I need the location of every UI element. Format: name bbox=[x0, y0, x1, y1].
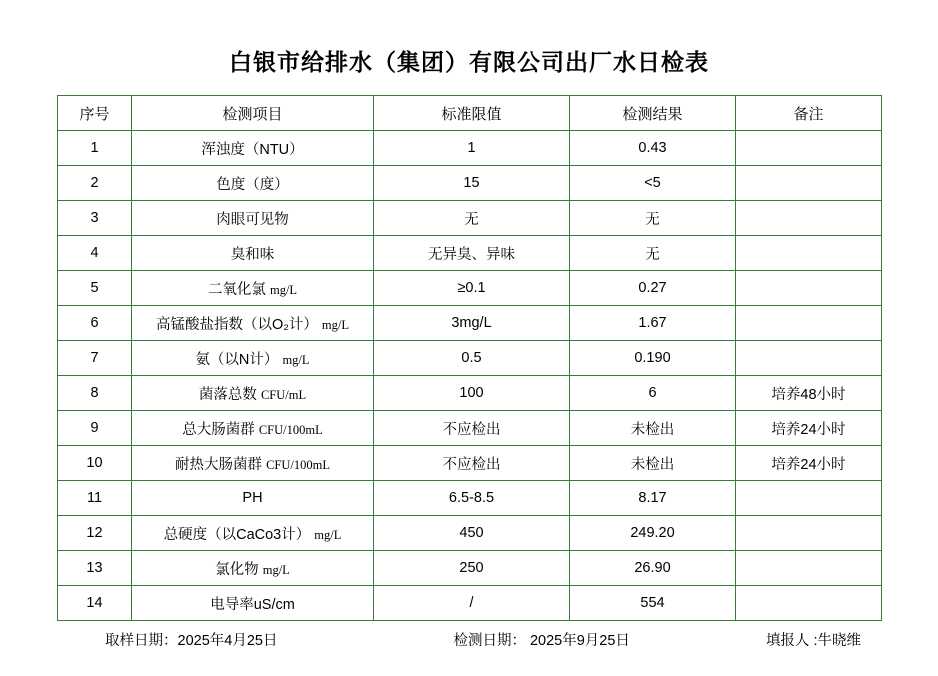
item-name: 总大肠菌群 bbox=[182, 421, 255, 438]
column-header-limit: 标准限值 bbox=[374, 96, 570, 131]
cell-no: 9 bbox=[58, 411, 132, 446]
cell-no: 1 bbox=[58, 131, 132, 166]
footer-info bbox=[57, 629, 881, 650]
cell-result: 无 bbox=[570, 236, 736, 271]
cell-note bbox=[736, 586, 882, 621]
cell-item bbox=[132, 341, 374, 376]
item-name: PH bbox=[242, 490, 263, 506]
cell-item bbox=[132, 586, 374, 621]
cell-limit: 无 bbox=[374, 201, 570, 236]
cell-note bbox=[736, 236, 882, 271]
item-name: 氯化物 bbox=[215, 561, 259, 578]
cell-note bbox=[736, 481, 882, 516]
cell-note: 培养24小时 bbox=[736, 446, 882, 481]
page-title: 白银市给排水（集团）有限公司出厂水日检表 bbox=[229, 49, 709, 75]
cell-item bbox=[132, 166, 374, 201]
cell-item bbox=[132, 411, 374, 446]
cell-note bbox=[736, 271, 882, 306]
cell-no: 14 bbox=[58, 586, 132, 621]
cell-no: 2 bbox=[58, 166, 132, 201]
cell-no: 5 bbox=[58, 271, 132, 306]
item-name: 色度（度） bbox=[216, 176, 289, 193]
cell-limit: 3mg/L bbox=[374, 306, 570, 341]
table-body bbox=[58, 131, 882, 621]
cell-limit: 不应检出 bbox=[374, 411, 570, 446]
table-row bbox=[58, 446, 882, 481]
cell-item bbox=[132, 516, 374, 551]
test-date: 检测日期： 2025年9月25日 bbox=[453, 633, 630, 649]
cell-result: 0.43 bbox=[570, 131, 736, 166]
cell-limit: 1 bbox=[374, 131, 570, 166]
cell-no: 13 bbox=[58, 551, 132, 586]
cell-note bbox=[736, 201, 882, 236]
cell-no: 7 bbox=[58, 341, 132, 376]
cell-note: 培养48小时 bbox=[736, 376, 882, 411]
cell-no: 11 bbox=[58, 481, 132, 516]
cell-limit: 250 bbox=[374, 551, 570, 586]
item-name: 耐热大肠菌群 bbox=[175, 456, 263, 473]
table-row bbox=[58, 481, 882, 516]
item-name: 肉眼可见物 bbox=[216, 211, 289, 228]
cell-limit: 0.5 bbox=[374, 341, 570, 376]
table-header-row bbox=[58, 96, 882, 131]
item-name: 氨（以N计） bbox=[195, 351, 279, 368]
column-header-result: 检测结果 bbox=[570, 96, 736, 131]
item-unit: mg/L bbox=[282, 352, 310, 367]
cell-no: 4 bbox=[58, 236, 132, 271]
table-row bbox=[58, 341, 882, 376]
cell-item bbox=[132, 271, 374, 306]
cell-item bbox=[132, 306, 374, 341]
cell-limit: / bbox=[374, 586, 570, 621]
cell-no: 3 bbox=[58, 201, 132, 236]
table-row bbox=[58, 131, 882, 166]
table-row bbox=[58, 201, 882, 236]
item-name: 高锰酸盐指数（以O₂计） bbox=[155, 316, 318, 333]
table-row bbox=[58, 306, 882, 341]
item-name: 浑浊度（NTU） bbox=[201, 141, 304, 158]
sampling-date: 取样日期：2025年4月25日 bbox=[105, 633, 278, 649]
cell-no: 8 bbox=[58, 376, 132, 411]
cell-result: 无 bbox=[570, 201, 736, 236]
cell-item bbox=[132, 236, 374, 271]
cell-no: 10 bbox=[58, 446, 132, 481]
table-row bbox=[58, 516, 882, 551]
item-name: 臭和味 bbox=[230, 246, 275, 263]
cell-item bbox=[132, 131, 374, 166]
cell-result: 未检出 bbox=[570, 411, 736, 446]
item-name: 二氧化氯 bbox=[207, 281, 266, 298]
item-unit: mg/L bbox=[321, 317, 350, 332]
cell-limit: 不应检出 bbox=[374, 446, 570, 481]
table-row bbox=[58, 271, 882, 306]
item-unit: CFU/mL bbox=[260, 387, 307, 402]
cell-result: 26.90 bbox=[570, 551, 736, 586]
item-name: 总硬度（以CaCo3计） bbox=[163, 526, 311, 543]
cell-limit: 无异臭、异味 bbox=[374, 236, 570, 271]
table-row bbox=[58, 551, 882, 586]
cell-note: 培养24小时 bbox=[736, 411, 882, 446]
cell-item bbox=[132, 446, 374, 481]
cell-note bbox=[736, 131, 882, 166]
item-unit: mg/L bbox=[262, 562, 290, 577]
cell-limit: 450 bbox=[374, 516, 570, 551]
cell-result: 1.67 bbox=[570, 306, 736, 341]
cell-no: 12 bbox=[58, 516, 132, 551]
cell-no: 6 bbox=[58, 306, 132, 341]
cell-result: 6 bbox=[570, 376, 736, 411]
cell-item bbox=[132, 376, 374, 411]
cell-item bbox=[132, 481, 374, 516]
report-table-wrapper bbox=[57, 95, 881, 621]
cell-limit: 15 bbox=[374, 166, 570, 201]
column-header-item: 检测项目 bbox=[132, 96, 374, 131]
table-row bbox=[58, 166, 882, 201]
cell-result: 249.20 bbox=[570, 516, 736, 551]
cell-result: <5 bbox=[570, 166, 736, 201]
cell-result: 0.27 bbox=[570, 271, 736, 306]
cell-result: 未检出 bbox=[570, 446, 736, 481]
column-header-note: 备注 bbox=[736, 96, 882, 131]
table-row bbox=[58, 376, 882, 411]
item-name: 电导率uS/cm bbox=[210, 596, 295, 613]
item-name: 菌落总数 bbox=[198, 386, 257, 403]
cell-result: 554 bbox=[570, 586, 736, 621]
cell-note bbox=[736, 306, 882, 341]
water-quality-table bbox=[57, 95, 882, 621]
cell-limit: ≥0.1 bbox=[374, 271, 570, 306]
cell-note bbox=[736, 516, 882, 551]
cell-result: 0.190 bbox=[570, 341, 736, 376]
cell-item bbox=[132, 551, 374, 586]
item-unit: CFU/100mL bbox=[258, 422, 323, 437]
cell-note bbox=[736, 341, 882, 376]
cell-item bbox=[132, 201, 374, 236]
table-row bbox=[58, 586, 882, 621]
cell-result: 8.17 bbox=[570, 481, 736, 516]
item-unit: mg/L bbox=[314, 527, 342, 542]
column-header-no: 序号 bbox=[58, 96, 132, 131]
reporter-name: 填报人 :牛晓维 bbox=[765, 633, 861, 649]
table-row bbox=[58, 236, 882, 271]
item-unit: CFU/100mL bbox=[266, 457, 330, 472]
cell-note bbox=[736, 551, 882, 586]
cell-limit: 6.5-8.5 bbox=[374, 481, 570, 516]
cell-note bbox=[736, 166, 882, 201]
cell-limit: 100 bbox=[374, 376, 570, 411]
table-row bbox=[58, 411, 882, 446]
item-unit: mg/L bbox=[269, 282, 298, 297]
